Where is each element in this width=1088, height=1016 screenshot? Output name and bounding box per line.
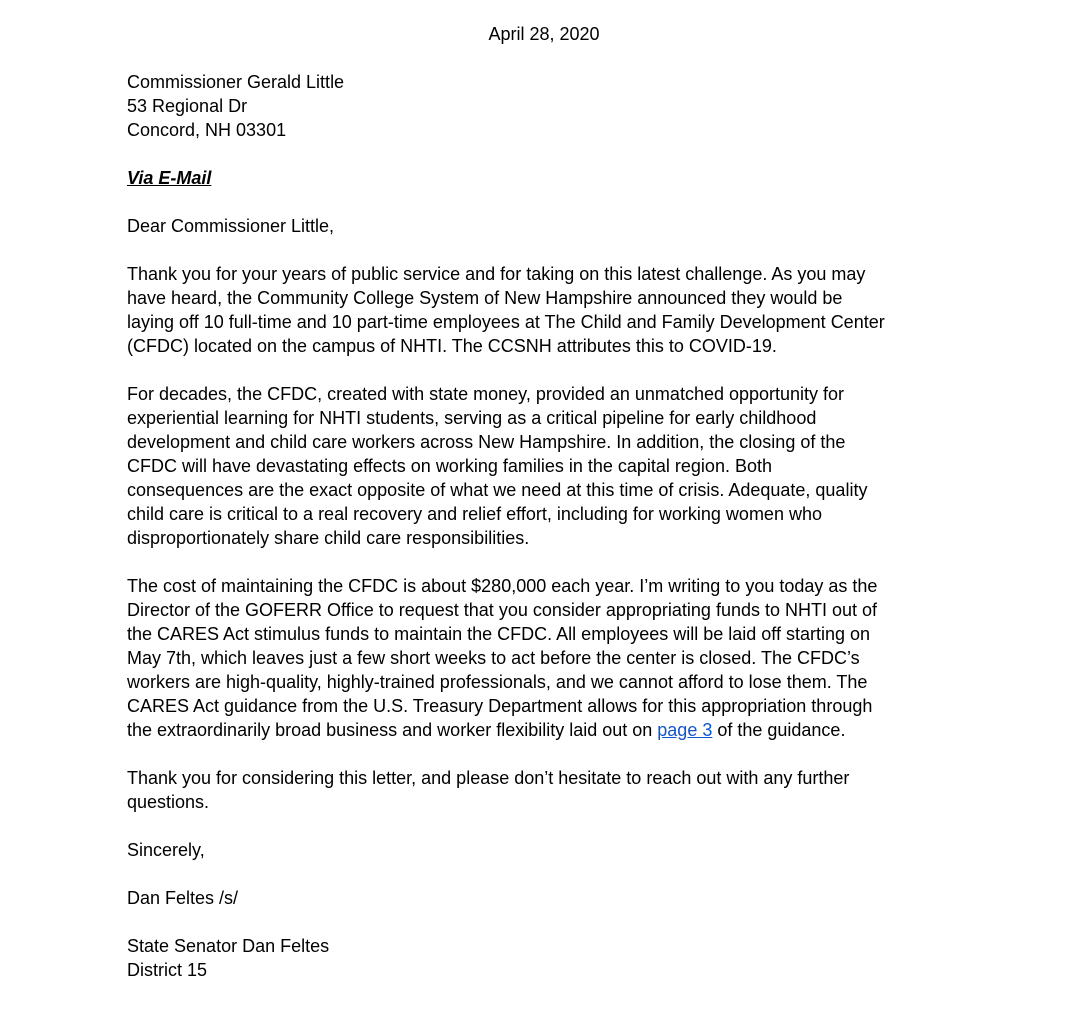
page-3-link[interactable]: page 3	[657, 720, 713, 740]
paragraph-text: the extraordinarily broad business and worker flexibility laid out on	[127, 720, 658, 740]
recipient-city: Concord, NH 03301	[127, 120, 287, 140]
closing-text: Sincerely,	[127, 840, 205, 860]
paragraph-line: laying off 10 full-time and 10 part-time employees at The Child and Family Development Center	[127, 312, 885, 332]
closing	[127, 838, 967, 862]
paragraph-line: child care is critical to a real recovery and relief effort, including for working women who	[127, 504, 822, 524]
letter-date: April 28, 2020	[488, 24, 600, 44]
paragraph-line: The cost of maintaining the CFDC is about $280,000 each year. I’m writing to you today as the	[127, 576, 878, 596]
paragraph-line: CFDC will have devastating effects on working families in the capital region. Both	[127, 456, 772, 476]
paragraph-line: consequences are the exact opposite of what we need at this time of crisis. Adequate, quality	[127, 480, 868, 500]
paragraph-line: questions.	[127, 792, 210, 812]
paragraph-last-line	[127, 718, 967, 742]
delivery-method	[127, 166, 967, 190]
paragraph-line: (CFDC) located on the campus of NHTI. The CCSNH attributes this to COVID-19.	[127, 336, 777, 356]
paragraph-text: of the guidance.	[712, 720, 846, 740]
recipient-name: Commissioner Gerald Little	[127, 72, 345, 92]
paragraph-line: development and child care workers across New Hampshire. In addition, the closing of the	[127, 432, 846, 452]
paragraph-1	[127, 262, 967, 358]
paragraph-4	[127, 766, 967, 814]
paragraph-line: Director of the GOFERR Office to request that you consider appropriating funds to NHTI out of	[127, 600, 878, 620]
paragraph-line: Thank you for your years of public service and for taking on this latest challenge. As you may	[127, 264, 866, 284]
paragraph-line: Thank you for considering this letter, and please don’t hesitate to reach out with any further	[127, 768, 850, 788]
paragraph-line: have heard, the Community College System of New Hampshire announced they would be	[127, 288, 843, 308]
delivery-method-label: Via E-Mail	[127, 168, 212, 188]
signer-title: State Senator Dan Feltes	[127, 936, 330, 956]
paragraph-line: May 7th, which leaves just a few short weeks to act before the center is closed. The CFDC’s	[127, 648, 860, 668]
salutation-text: Dear Commissioner Little,	[127, 216, 335, 236]
paragraph-line: For decades, the CFDC, created with state money, provided an unmatched opportunity for	[127, 384, 845, 404]
signature-text: Dan Feltes /s/	[127, 888, 239, 908]
paragraph-line: experiential learning for NHTI students, serving as a critical pipeline for early childhood	[127, 408, 817, 428]
salutation	[127, 214, 967, 238]
signature	[127, 886, 967, 910]
recipient-address	[127, 70, 967, 142]
paragraph-line: CARES Act guidance from the U.S. Treasury Department allows for this appropriation through	[127, 696, 873, 716]
paragraph-line: workers are high-quality, highly-trained professionals, and we cannot afford to lose them. The	[127, 672, 868, 692]
signer-district: District 15	[127, 960, 208, 980]
paragraph-3	[127, 574, 967, 742]
paragraph-line: disproportionately share child care responsibilities.	[127, 528, 530, 548]
paragraph-2	[127, 382, 967, 550]
signer-block	[127, 934, 967, 982]
recipient-street: 53 Regional Dr	[127, 96, 248, 116]
paragraph-line: the CARES Act stimulus funds to maintain the CFDC. All employees will be laid off starting on	[127, 624, 871, 644]
